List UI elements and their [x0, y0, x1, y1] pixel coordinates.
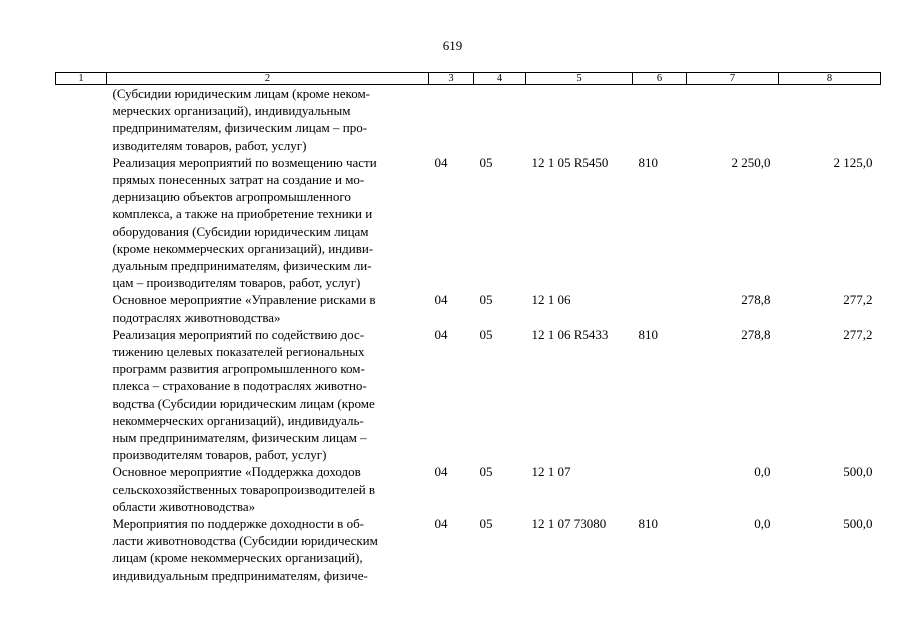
target-article-cell: 12 1 07: [531, 464, 571, 480]
expense-type-cell: 810: [638, 154, 658, 170]
description-line: прямых понесенных затрат на создание и мо-: [112, 172, 365, 188]
amount-cell-1: 278,8: [741, 326, 771, 342]
description-line: тижению целевых показателей региональных: [112, 344, 365, 360]
amount-cell-1: 2 250,0: [731, 154, 771, 170]
description-line: производителям товаров, работ, услуг): [112, 447, 327, 463]
table-header: [56, 73, 881, 85]
table-row: [56, 291, 881, 325]
expense-type-cell: [633, 85, 687, 154]
description-line: Мероприятия по поддержке доходности в об-: [112, 516, 365, 532]
amount-cell-2: 500,0: [843, 464, 873, 480]
description-line: Основное мероприятие «Управление рисками в: [112, 292, 376, 308]
column-header-7: 7: [687, 73, 779, 85]
column-header-4: 4: [474, 73, 526, 85]
amount-cell-1: [687, 85, 779, 154]
row-number-cell: [56, 154, 107, 292]
description-line: (Субсидии юридическим лицам (кроме неком-: [112, 86, 370, 101]
target-article-cell: 12 1 07 73080: [531, 516, 607, 532]
section-code-cell: 04: [434, 464, 448, 480]
amount-cell-2: 277,2: [843, 326, 873, 342]
description-line: сельскохозяйственных товаропроизводителей в: [112, 481, 376, 497]
description-line: Реализация мероприятий по возмещению части: [112, 154, 377, 170]
description-line: дуальным предпринимателям, физическим ли-: [112, 258, 372, 274]
description-line: мерческих организаций), индивидуальным: [112, 103, 351, 119]
subsection-code-cell: [474, 85, 526, 154]
description-line: некоммерческих организаций), индивидуаль-: [112, 412, 364, 428]
table-row: [56, 463, 881, 515]
description-line: дернизацию объектов агропромышленного: [112, 189, 351, 205]
description-line: изводителям товаров, работ, услуг): [112, 137, 307, 153]
section-code-cell: 04: [434, 154, 448, 170]
budget-table: [55, 72, 881, 584]
subsection-code-cell: 05: [479, 326, 493, 342]
table-body: [56, 85, 881, 584]
expense-type-cell: 810: [638, 516, 658, 532]
description-line: программ развития агропромышленного ком-: [112, 361, 365, 377]
column-header-5: 5: [526, 73, 633, 85]
description-cell: [107, 326, 429, 464]
amount-cell-2: 277,2: [843, 292, 873, 308]
row-number-cell: [56, 463, 107, 515]
description-line: водства (Субсидии юридическим лицам (кроме: [112, 395, 375, 411]
header-row: [56, 73, 881, 85]
amount-cell-1: 0,0: [754, 464, 771, 480]
description-cell: [107, 463, 429, 515]
table-row: [56, 154, 881, 292]
description-line: Реализация мероприятий по содействию дос-: [112, 326, 365, 342]
section-code-cell: [429, 85, 474, 154]
expense-type-cell: [633, 291, 687, 325]
amount-cell-2: 2 125,0: [833, 154, 873, 170]
target-article-cell: 12 1 06 R5433: [531, 326, 609, 342]
description-line: (кроме некоммерческих организаций), индиви-: [112, 240, 374, 256]
table-row: [56, 85, 881, 154]
target-article-cell: [526, 85, 633, 154]
description-line: комплекса, а также на приобретение техники и: [112, 206, 373, 222]
amount-cell-2: 500,0: [843, 516, 873, 532]
description-line: ным предпринимателям, физическим лицам –: [112, 430, 367, 446]
section-code-cell: 04: [434, 326, 448, 342]
description-cell: [107, 85, 429, 154]
section-code-cell: 04: [434, 516, 448, 532]
target-article-cell: 12 1 06: [531, 292, 571, 308]
description-line: лицам (кроме некоммерческих организаций),: [112, 550, 363, 566]
subsection-code-cell: 05: [479, 516, 493, 532]
description-line: Основное мероприятие «Поддержка доходов: [112, 464, 361, 480]
target-article-cell: 12 1 05 R5450: [531, 154, 609, 170]
amount-cell-2: [779, 85, 881, 154]
description-line: плекса – страхование в подотраслях животно-: [112, 378, 367, 394]
description-cell: [107, 154, 429, 292]
row-number-cell: [56, 515, 107, 584]
column-header-1: 1: [56, 73, 107, 85]
column-header-3: 3: [429, 73, 474, 85]
expense-type-cell: [633, 463, 687, 515]
description-cell: [107, 291, 429, 325]
table-row: [56, 326, 881, 464]
column-header-6: 6: [633, 73, 687, 85]
row-number-cell: [56, 85, 107, 154]
amount-cell-1: 278,8: [741, 292, 771, 308]
description-line: предпринимателям, физическим лицам – про-: [112, 120, 368, 136]
column-header-2: 2: [107, 73, 429, 85]
amount-cell-1: 0,0: [754, 516, 771, 532]
expense-type-cell: 810: [638, 326, 658, 342]
description-line: индивидуальным предпринимателям, физиче-: [112, 567, 368, 583]
description-line: цам – производителям товаров, работ, услуг): [112, 275, 361, 291]
description-line: оборудования (Субсидии юридическим лицам: [112, 223, 369, 239]
section-code-cell: 04: [434, 292, 448, 308]
description-cell: [107, 515, 429, 584]
description-line: области животноводства»: [112, 498, 256, 514]
row-number-cell: [56, 326, 107, 464]
row-number-cell: [56, 291, 107, 325]
table-row: [56, 515, 881, 584]
description-line: подотраслях животноводства»: [112, 309, 281, 325]
description-line: ласти животноводства (Субсидии юридическим: [112, 533, 378, 549]
subsection-code-cell: 05: [479, 464, 493, 480]
column-header-8: 8: [779, 73, 881, 85]
subsection-code-cell: 05: [479, 154, 493, 170]
page-number: 619: [442, 38, 463, 53]
subsection-code-cell: 05: [479, 292, 493, 308]
